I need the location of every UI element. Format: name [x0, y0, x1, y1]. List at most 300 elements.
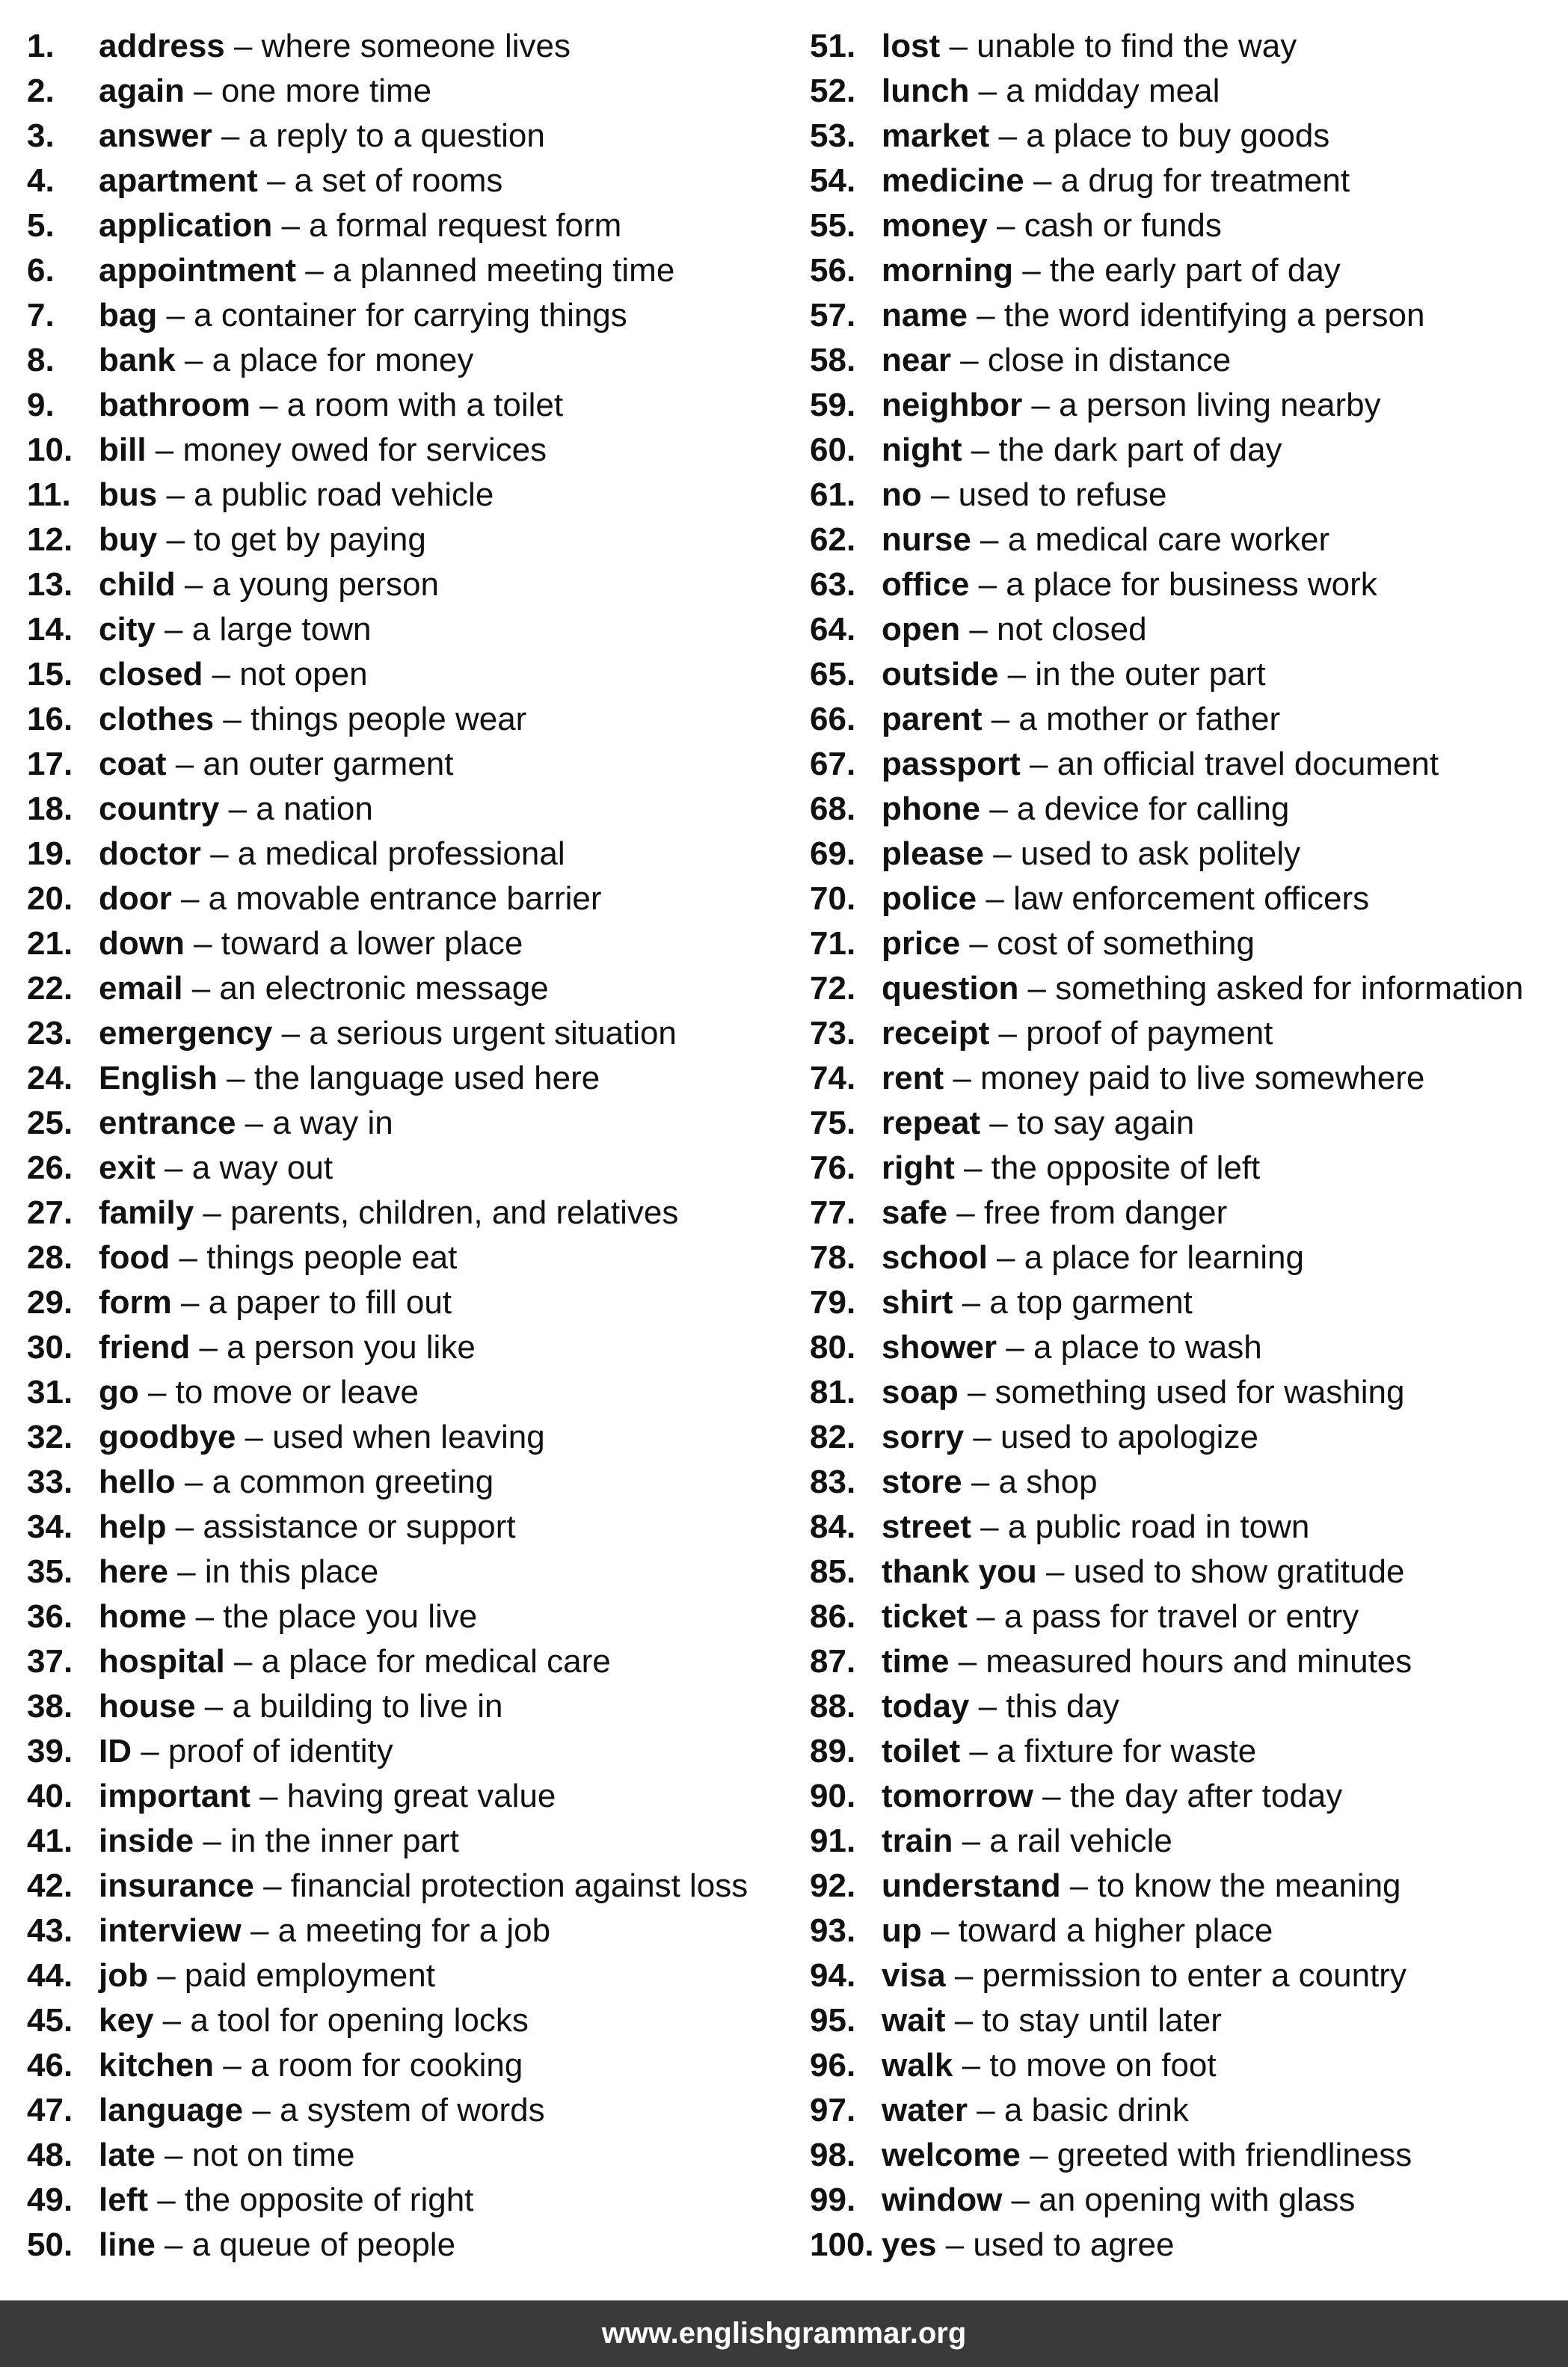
- entry-definition: – a young person: [175, 566, 439, 603]
- vocab-entry: [810, 27, 1558, 72]
- entry-word: house: [99, 1688, 196, 1725]
- entry-word: tomorrow: [882, 1778, 1033, 1814]
- entry-number: 7.: [27, 297, 55, 334]
- entry-word: soap: [882, 1374, 959, 1410]
- entry-word: doctor: [99, 835, 201, 872]
- entry-definition: – to move or leave: [138, 1374, 419, 1410]
- entry-definition: – a mother or father: [982, 701, 1281, 737]
- entry-number: 10.: [27, 432, 73, 468]
- vocab-entry: [810, 655, 1558, 700]
- vocab-entry: [27, 1553, 790, 1597]
- entry-word: medicine: [882, 162, 1024, 199]
- entry-number: 45.: [27, 2002, 73, 2039]
- entry-definition: – the language used here: [217, 1060, 600, 1096]
- vocab-entry: [810, 1463, 1558, 1508]
- entry-number: 46.: [27, 2047, 73, 2084]
- entry-definition: – a place for medical care: [224, 1643, 611, 1680]
- entry-word: address: [99, 28, 225, 64]
- vocab-entry: [810, 835, 1558, 879]
- entry-word: bag: [99, 297, 158, 334]
- entry-word: apartment: [99, 162, 258, 199]
- entry-word: please: [882, 835, 984, 872]
- entry-number: 34.: [27, 1508, 73, 1545]
- entry-word: time: [882, 1643, 950, 1680]
- entry-number: 66.: [810, 701, 856, 737]
- entry-definition: – toward a lower place: [184, 925, 523, 962]
- entry-number: 78.: [810, 1239, 856, 1276]
- vocab-entry: [810, 72, 1558, 117]
- entry-number: 98.: [810, 2137, 856, 2173]
- entry-number: 56.: [810, 252, 856, 289]
- entry-number: 47.: [27, 2092, 73, 2128]
- entry-number: 28.: [27, 1239, 73, 1276]
- vocab-entry: [27, 1912, 790, 1956]
- entry-number: 52.: [810, 73, 856, 109]
- vocab-entry: [27, 1777, 790, 1822]
- entry-number: 17.: [27, 746, 73, 782]
- entry-word: shower: [882, 1329, 997, 1366]
- entry-word: passport: [882, 746, 1021, 782]
- entry-number: 64.: [810, 611, 856, 648]
- entry-number: 77.: [810, 1194, 856, 1231]
- entry-number: 54.: [810, 162, 856, 199]
- vocab-entry: [810, 1194, 1558, 1238]
- vocab-entry: [810, 879, 1558, 924]
- entry-word: country: [99, 790, 220, 827]
- vocab-entry: [810, 251, 1558, 296]
- entry-definition: – in the inner part: [194, 1823, 459, 1859]
- entry-definition: – a reply to a question: [212, 117, 545, 154]
- entry-word: window: [882, 2182, 1003, 2218]
- vocab-entry: [27, 1373, 790, 1418]
- entry-number: 21.: [27, 925, 73, 962]
- entry-definition: – cost of something: [960, 925, 1255, 962]
- entry-definition: – toward a higher place: [921, 1912, 1273, 1949]
- entry-definition: – a system of words: [243, 2092, 545, 2128]
- vocab-entry: [27, 1687, 790, 1732]
- entry-definition: – a device for calling: [980, 790, 1290, 827]
- entry-word: night: [882, 432, 962, 468]
- vocab-entry: [810, 1104, 1558, 1149]
- entry-number: 61.: [810, 476, 856, 513]
- entry-word: yes: [882, 2226, 937, 2263]
- vocab-entry: [27, 969, 790, 1014]
- entry-definition: – a place to wash: [997, 1329, 1262, 1366]
- entry-number: 83.: [810, 1464, 856, 1500]
- entry-definition: – a top garment: [953, 1284, 1193, 1321]
- entry-word: friend: [99, 1329, 191, 1366]
- entry-word: entrance: [99, 1105, 236, 1141]
- entry-word: lost: [882, 28, 941, 64]
- entry-number: 76.: [810, 1149, 856, 1186]
- vocab-entry: [27, 565, 790, 610]
- entry-number: 81.: [810, 1374, 856, 1410]
- vocab-entry: [27, 700, 790, 745]
- entry-word: visa: [882, 1957, 946, 1994]
- entry-definition: – a queue of people: [155, 2226, 456, 2263]
- entry-definition: – a medical care worker: [971, 521, 1330, 558]
- vocab-entry: [27, 1238, 790, 1283]
- entry-definition: – permission to enter a country: [945, 1957, 1406, 1994]
- vocab-entry: [27, 341, 790, 386]
- entry-definition: – a place for learning: [987, 1239, 1304, 1276]
- entry-definition: – used when leaving: [236, 1419, 545, 1455]
- vocab-entry: [27, 1194, 790, 1238]
- entry-definition: – a fixture for waste: [960, 1733, 1257, 1769]
- vocab-entry: [27, 251, 790, 296]
- vocab-entry: [27, 745, 790, 790]
- entry-word: late: [99, 2137, 156, 2173]
- vocab-entry: [810, 1373, 1558, 1418]
- entry-word: open: [882, 611, 961, 648]
- entry-number: 35.: [27, 1553, 73, 1590]
- entry-word: ID: [99, 1733, 132, 1769]
- vocab-entry: [810, 162, 1558, 206]
- vocab-entry: [810, 2136, 1558, 2181]
- entry-definition: – free from danger: [947, 1194, 1228, 1231]
- vocab-entry: [810, 1687, 1558, 1732]
- entry-number: 16.: [27, 701, 73, 737]
- entry-definition: – in this place: [167, 1553, 379, 1590]
- entry-definition: – a common greeting: [175, 1464, 494, 1500]
- entry-definition: – a drug for treatment: [1024, 162, 1350, 199]
- vocab-entry: [27, 655, 790, 700]
- vocab-entry: [810, 1912, 1558, 1956]
- entry-word: name: [882, 297, 968, 334]
- entry-definition: – a midday meal: [969, 73, 1220, 109]
- entry-word: emergency: [99, 1015, 273, 1052]
- vocab-entry: [27, 1508, 790, 1553]
- vocab-entry: [27, 924, 790, 969]
- entry-word: left: [99, 2182, 148, 2218]
- entry-word: morning: [882, 252, 1013, 289]
- entry-definition: – a large town: [155, 611, 372, 648]
- entry-word: hello: [99, 1464, 176, 1500]
- entry-number: 85.: [810, 1553, 856, 1590]
- entry-word: go: [99, 1374, 139, 1410]
- vocab-entry: [27, 790, 790, 835]
- entry-word: kitchen: [99, 2047, 215, 2084]
- entry-word: closed: [99, 656, 203, 693]
- entry-definition: – a nation: [219, 790, 373, 827]
- entry-number: 15.: [27, 656, 73, 693]
- entry-word: goodbye: [99, 1419, 236, 1455]
- entry-number: 27.: [27, 1194, 73, 1231]
- entry-word: buy: [99, 521, 158, 558]
- vocab-entry: [810, 565, 1558, 610]
- entry-number: 59.: [810, 387, 856, 423]
- entry-number: 80.: [810, 1329, 856, 1366]
- entry-number: 8.: [27, 342, 55, 378]
- entry-definition: – a serious urgent situation: [272, 1015, 677, 1052]
- vocab-entry: [27, 206, 790, 251]
- entry-definition: – used to show gratitude: [1036, 1553, 1405, 1590]
- entry-word: home: [99, 1598, 187, 1635]
- vocab-entry: [27, 386, 790, 431]
- entry-word: price: [882, 925, 961, 962]
- entry-number: 26.: [27, 1149, 73, 1186]
- vocab-entry: [27, 2181, 790, 2226]
- vocab-entry: [27, 72, 790, 117]
- entry-definition: – the dark part of day: [962, 432, 1282, 468]
- entry-word: police: [882, 880, 977, 917]
- entry-number: 89.: [810, 1733, 856, 1769]
- vocab-entry: [810, 1956, 1558, 2001]
- entry-number: 33.: [27, 1464, 73, 1500]
- vocab-entry: [810, 1149, 1558, 1194]
- entry-definition: – a room for cooking: [214, 2047, 523, 2084]
- entry-number: 14.: [27, 611, 73, 648]
- entry-definition: – a formal request form: [272, 207, 622, 244]
- entry-definition: – a tool for opening locks: [153, 2002, 529, 2039]
- entry-word: again: [99, 73, 185, 109]
- vocab-entry: [27, 2226, 790, 2271]
- entry-definition: – an official travel document: [1020, 746, 1439, 782]
- vocab-entry: [810, 431, 1558, 476]
- entry-word: important: [99, 1778, 250, 1814]
- entry-definition: – to say again: [980, 1105, 1195, 1141]
- entry-definition: – the day after today: [1033, 1778, 1343, 1814]
- entry-number: 82.: [810, 1419, 856, 1455]
- entry-number: 95.: [810, 2002, 856, 2039]
- vocab-entry: [27, 879, 790, 924]
- entry-number: 43.: [27, 1912, 73, 1949]
- vocab-entry: [810, 1238, 1558, 1283]
- entry-number: 55.: [810, 207, 856, 244]
- vocab-entry: [810, 1553, 1558, 1597]
- entry-word: street: [882, 1508, 971, 1545]
- entry-number: 25.: [27, 1105, 73, 1141]
- entry-definition: – parents, children, and relatives: [194, 1194, 679, 1231]
- entry-number: 13.: [27, 566, 73, 603]
- entry-definition: – things people wear: [214, 701, 527, 737]
- entry-word: ticket: [882, 1598, 968, 1635]
- vocab-entry: [27, 521, 790, 565]
- entry-number: 39.: [27, 1733, 73, 1769]
- entry-definition: – a pass for travel or entry: [967, 1598, 1359, 1635]
- entry-definition: – a public road in town: [971, 1508, 1310, 1545]
- vocab-entry: [810, 1777, 1558, 1822]
- entry-number: 37.: [27, 1643, 73, 1680]
- vocab-entry: [27, 1597, 790, 1642]
- vocab-entry: [810, 1597, 1558, 1642]
- entry-number: 65.: [810, 656, 856, 693]
- entry-definition: – the opposite of left: [954, 1149, 1261, 1186]
- entry-number: 1.: [27, 28, 55, 64]
- entry-word: key: [99, 2002, 154, 2039]
- entry-number: 93.: [810, 1912, 856, 1949]
- entry-number: 75.: [810, 1105, 856, 1141]
- entry-word: today: [882, 1688, 970, 1725]
- entry-number: 91.: [810, 1823, 856, 1859]
- entry-word: job: [99, 1957, 148, 1994]
- entry-definition: – a place to buy goods: [989, 117, 1330, 154]
- entry-definition: – a building to live in: [195, 1688, 503, 1725]
- entry-word: water: [882, 2092, 968, 2128]
- entry-number: 84.: [810, 1508, 856, 1545]
- entry-word: sorry: [882, 1419, 965, 1455]
- entry-word: coat: [99, 746, 167, 782]
- entry-definition: – not open: [203, 656, 368, 693]
- entry-number: 79.: [810, 1284, 856, 1321]
- entry-word: help: [99, 1508, 167, 1545]
- vocab-entry: [810, 386, 1558, 431]
- entry-number: 73.: [810, 1015, 856, 1052]
- entry-number: 44.: [27, 1957, 73, 1994]
- entry-word: walk: [882, 2047, 953, 2084]
- entry-word: no: [882, 476, 922, 513]
- entry-number: 48.: [27, 2137, 73, 2173]
- entry-definition: – having great value: [250, 1778, 556, 1814]
- entry-word: train: [882, 1823, 953, 1859]
- entry-number: 38.: [27, 1688, 73, 1725]
- entry-word: rent: [882, 1060, 944, 1096]
- footer-website-link[interactable]: www.englishgrammar.org: [601, 2317, 967, 2350]
- entry-definition: – proof of identity: [132, 1733, 393, 1769]
- vocab-entry: [810, 2001, 1558, 2046]
- entry-definition: – a person living nearby: [1022, 387, 1381, 423]
- vocab-entry: [810, 2181, 1558, 2226]
- vocab-entry: [810, 2046, 1558, 2091]
- entry-word: bank: [99, 342, 176, 378]
- entry-number: 97.: [810, 2092, 856, 2128]
- entry-word: understand: [882, 1867, 1061, 1904]
- vocab-entry: [810, 1418, 1558, 1463]
- entry-definition: – a way in: [236, 1105, 393, 1141]
- vocab-entry: [27, 1149, 790, 1194]
- entry-definition: – cash or funds: [987, 207, 1222, 244]
- entry-number: 57.: [810, 297, 856, 334]
- entry-word: inside: [99, 1823, 194, 1859]
- vocab-entry: [27, 835, 790, 879]
- entry-word: bathroom: [99, 387, 250, 423]
- entry-word: exit: [99, 1149, 156, 1186]
- vocab-entry: [810, 2226, 1558, 2271]
- entry-word: store: [882, 1464, 962, 1500]
- entry-definition: – law enforcement officers: [977, 880, 1370, 917]
- entry-number: 4.: [27, 162, 55, 199]
- entry-definition: – this day: [969, 1688, 1119, 1725]
- entry-number: 3.: [27, 117, 55, 154]
- entry-definition: – financial protection against loss: [253, 1867, 748, 1904]
- entry-number: 99.: [810, 2182, 856, 2218]
- entry-definition: – money owed for services: [146, 432, 547, 468]
- entry-word: near: [882, 342, 951, 378]
- entry-definition: – greeted with friendliness: [1020, 2137, 1412, 2173]
- entry-number: 92.: [810, 1867, 856, 1904]
- entry-definition: – the place you live: [186, 1598, 478, 1635]
- entry-word: line: [99, 2226, 156, 2263]
- entry-word: money: [882, 207, 988, 244]
- entry-word: safe: [882, 1194, 948, 1231]
- vocab-entry: [810, 341, 1558, 386]
- entry-number: 40.: [27, 1778, 73, 1814]
- entry-word: city: [99, 611, 156, 648]
- entry-number: 51.: [810, 28, 856, 64]
- entry-number: 5.: [27, 207, 55, 244]
- entry-word: wait: [882, 2002, 946, 2039]
- entry-number: 12.: [27, 521, 73, 558]
- vocab-column-right: [810, 27, 1558, 2271]
- entry-word: market: [882, 117, 990, 154]
- entry-word: question: [882, 970, 1019, 1007]
- vocab-entry: [27, 2136, 790, 2181]
- entry-word: thank you: [882, 1553, 1037, 1590]
- entry-definition: – a way out: [155, 1149, 333, 1186]
- entry-definition: – a place for money: [175, 342, 474, 378]
- vocab-entry: [810, 1732, 1558, 1777]
- vocab-entry: [810, 924, 1558, 969]
- entry-definition: – an opening with glass: [1002, 2182, 1356, 2218]
- vocab-entry: [27, 1463, 790, 1508]
- entry-word: email: [99, 970, 183, 1007]
- entry-word: down: [99, 925, 185, 962]
- entry-definition: – to stay until later: [945, 2002, 1222, 2039]
- entry-definition: – to move on foot: [953, 2047, 1217, 2084]
- vocab-entry: [27, 27, 790, 72]
- entry-word: up: [882, 1912, 922, 1949]
- vocab-entry: [810, 476, 1558, 521]
- vocab-entry: [27, 1822, 790, 1867]
- entry-definition: – a planned meeting time: [295, 252, 675, 289]
- entry-definition: – a movable entrance barrier: [171, 880, 602, 917]
- entry-definition: – used to ask politely: [983, 835, 1301, 872]
- entry-definition: – an electronic message: [182, 970, 549, 1007]
- entry-word: application: [99, 207, 273, 244]
- vocab-entry: [810, 1283, 1558, 1328]
- entry-number: 87.: [810, 1643, 856, 1680]
- vocab-entry: [810, 1642, 1558, 1687]
- vocab-entry: [27, 610, 790, 655]
- entry-definition: – assistance or support: [166, 1508, 516, 1545]
- entry-definition: – the word identifying a person: [967, 297, 1425, 334]
- vocab-entry: [27, 2046, 790, 2091]
- vocab-entry: [27, 296, 790, 341]
- vocab-entry: [27, 1956, 790, 2001]
- entry-word: hospital: [99, 1643, 225, 1680]
- vocab-entry: [27, 476, 790, 521]
- entry-number: 11.: [27, 476, 71, 513]
- entry-number: 50.: [27, 2226, 73, 2263]
- vocab-entry: [810, 1014, 1558, 1059]
- entry-number: 18.: [27, 790, 73, 827]
- vocab-entry: [810, 969, 1558, 1014]
- entry-number: 67.: [810, 746, 856, 782]
- entry-definition: – a rail vehicle: [953, 1823, 1172, 1859]
- entry-word: school: [882, 1239, 988, 1276]
- entry-definition: – close in distance: [950, 342, 1232, 378]
- entry-number: 58.: [810, 342, 856, 378]
- vocab-entry: [27, 1732, 790, 1777]
- entry-word: right: [882, 1149, 955, 1186]
- entry-definition: – proof of payment: [989, 1015, 1273, 1052]
- entry-definition: – something asked for information: [1018, 970, 1524, 1007]
- entry-word: parent: [882, 701, 983, 737]
- entry-word: clothes: [99, 701, 215, 737]
- entry-number: 2.: [27, 73, 55, 109]
- entry-number: 74.: [810, 1060, 856, 1096]
- entry-word: repeat: [882, 1105, 981, 1141]
- entry-definition: – money paid to live somewhere: [944, 1060, 1425, 1096]
- vocab-entry: [810, 521, 1558, 565]
- entry-definition: – unable to find the way: [940, 28, 1297, 64]
- vocab-entry: [810, 1328, 1558, 1373]
- entry-definition: – not closed: [960, 611, 1147, 648]
- entry-number: 9.: [27, 387, 55, 423]
- vocab-entry: [810, 700, 1558, 745]
- vocab-entry: [810, 790, 1558, 835]
- entry-definition: – in the outer part: [998, 656, 1266, 693]
